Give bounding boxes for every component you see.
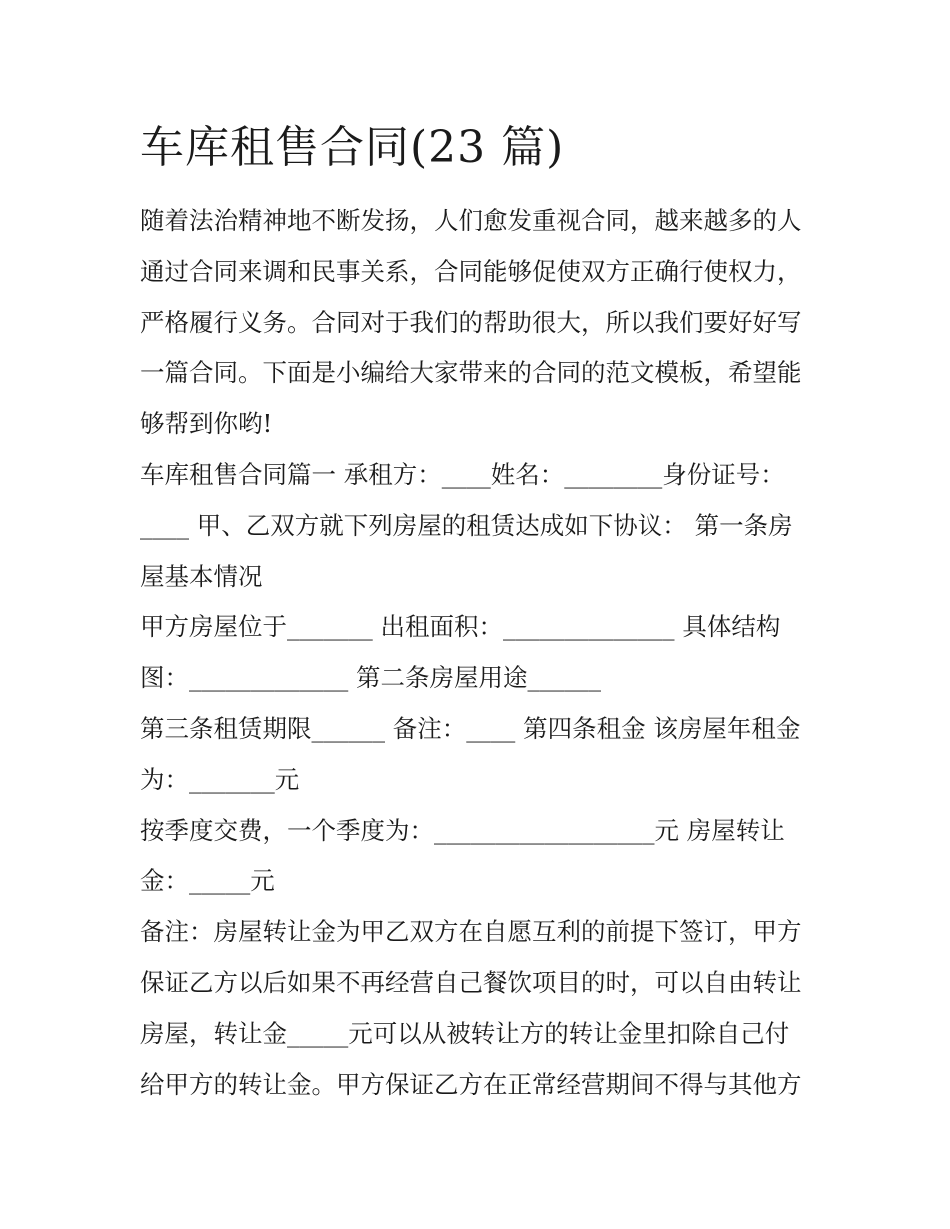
document-title: 车库租售合同(23 篇) <box>140 122 565 173</box>
body-line: 严格履行义务。合同对于我们的帮助很大，所以我们要好好写 <box>140 307 802 337</box>
body-line: 够帮到你哟! <box>140 409 273 439</box>
body-line: 按季度交费，一个季度为：__________________元 房屋转让 <box>140 815 785 845</box>
body-line: 为：_______元 <box>140 764 300 794</box>
body-line: ____ 甲、乙双方就下列房屋的租赁达成如下协议： 第一条房 <box>140 510 793 540</box>
body-line: 屋基本情况 <box>140 561 263 591</box>
body-line: 备注：房屋转让金为甲乙双方在自愿互利的前提下签订，甲方 <box>140 917 802 947</box>
body-line: 金：_____元 <box>140 866 275 896</box>
body-line: 图：_____________ 第二条房屋用途______ <box>140 663 602 693</box>
body-line: 房屋，转让金_____元可以从被转让方的转让金里扣除自己付 <box>140 1018 790 1048</box>
body-line: 第三条租赁期限______ 备注：____ 第四条租金 该房屋年租金 <box>140 713 801 743</box>
body-line: 甲方房屋位于_______ 出租面积：______________ 具体结构 <box>140 612 781 642</box>
document-body <box>140 196 820 1110</box>
body-line: 通过合同来调和民事关系，合同能够促使双方正确行使权力， <box>140 256 802 286</box>
body-line: 随着法治精神地不断发扬，人们愈发重视合同，越来越多的人 <box>140 206 802 235</box>
body-line: 保证乙方以后如果不再经营自己餐饮项目的时，可以自由转让 <box>140 967 802 997</box>
body-line: 一篇合同。下面是小编给大家带来的合同的范文模板，希望能 <box>140 358 802 388</box>
body-line: 给甲方的转让金。甲方保证乙方在正常经营期间不得与其他方 <box>140 1069 802 1099</box>
body-line: 车库租售合同篇一 承租方：____姓名：________身份证号： <box>140 459 785 489</box>
